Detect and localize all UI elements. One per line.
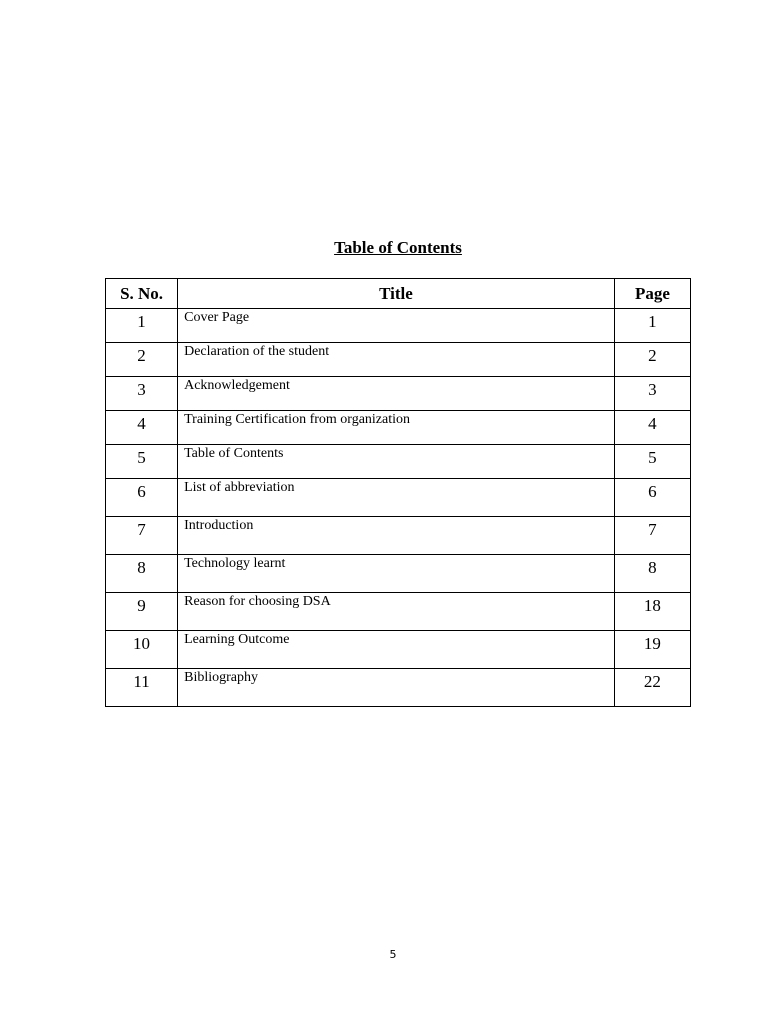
row-title: Reason for choosing DSA — [178, 593, 615, 631]
row-sno: 11 — [106, 669, 178, 707]
row-title: List of abbreviation — [178, 479, 615, 517]
row-page: 3 — [614, 377, 690, 411]
row-title: Bibliography — [178, 669, 615, 707]
table-row — [106, 555, 691, 593]
table-row — [106, 411, 691, 445]
header-sno: S. No. — [106, 279, 178, 309]
row-sno: 4 — [106, 411, 178, 445]
row-sno: 1 — [106, 309, 178, 343]
row-page: 7 — [614, 517, 690, 555]
row-page: 6 — [614, 479, 690, 517]
table-row — [106, 309, 691, 343]
row-page: 22 — [614, 669, 690, 707]
row-sno: 10 — [106, 631, 178, 669]
row-title: Training Certification from organization — [178, 411, 615, 445]
row-sno: 9 — [106, 593, 178, 631]
table-row — [106, 479, 691, 517]
row-sno: 5 — [106, 445, 178, 479]
table-row — [106, 343, 691, 377]
table-row — [106, 517, 691, 555]
row-title: Declaration of the student — [178, 343, 615, 377]
row-title: Cover Page — [178, 309, 615, 343]
row-title: Acknowledgement — [178, 377, 615, 411]
row-title: Introduction — [178, 517, 615, 555]
table-header-row — [106, 279, 691, 309]
row-page: 19 — [614, 631, 690, 669]
row-page: 1 — [614, 309, 690, 343]
table-row — [106, 593, 691, 631]
row-page: 18 — [614, 593, 690, 631]
row-sno: 7 — [106, 517, 178, 555]
table-row — [106, 377, 691, 411]
row-title: Technology learnt — [178, 555, 615, 593]
row-page: 8 — [614, 555, 690, 593]
header-page: Page — [614, 279, 690, 309]
page-title: Table of Contents — [334, 238, 462, 257]
page-number: 5 — [389, 948, 397, 961]
row-sno: 8 — [106, 555, 178, 593]
table-row — [106, 445, 691, 479]
row-page: 5 — [614, 445, 690, 479]
row-sno: 2 — [106, 343, 178, 377]
table-row — [106, 669, 691, 707]
row-title: Table of Contents — [178, 445, 615, 479]
row-page: 4 — [614, 411, 690, 445]
row-sno: 3 — [106, 377, 178, 411]
header-title: Title — [178, 279, 615, 309]
table-of-contents — [105, 278, 691, 707]
row-page: 2 — [614, 343, 690, 377]
row-sno: 6 — [106, 479, 178, 517]
table-row — [106, 631, 691, 669]
row-title: Learning Outcome — [178, 631, 615, 669]
